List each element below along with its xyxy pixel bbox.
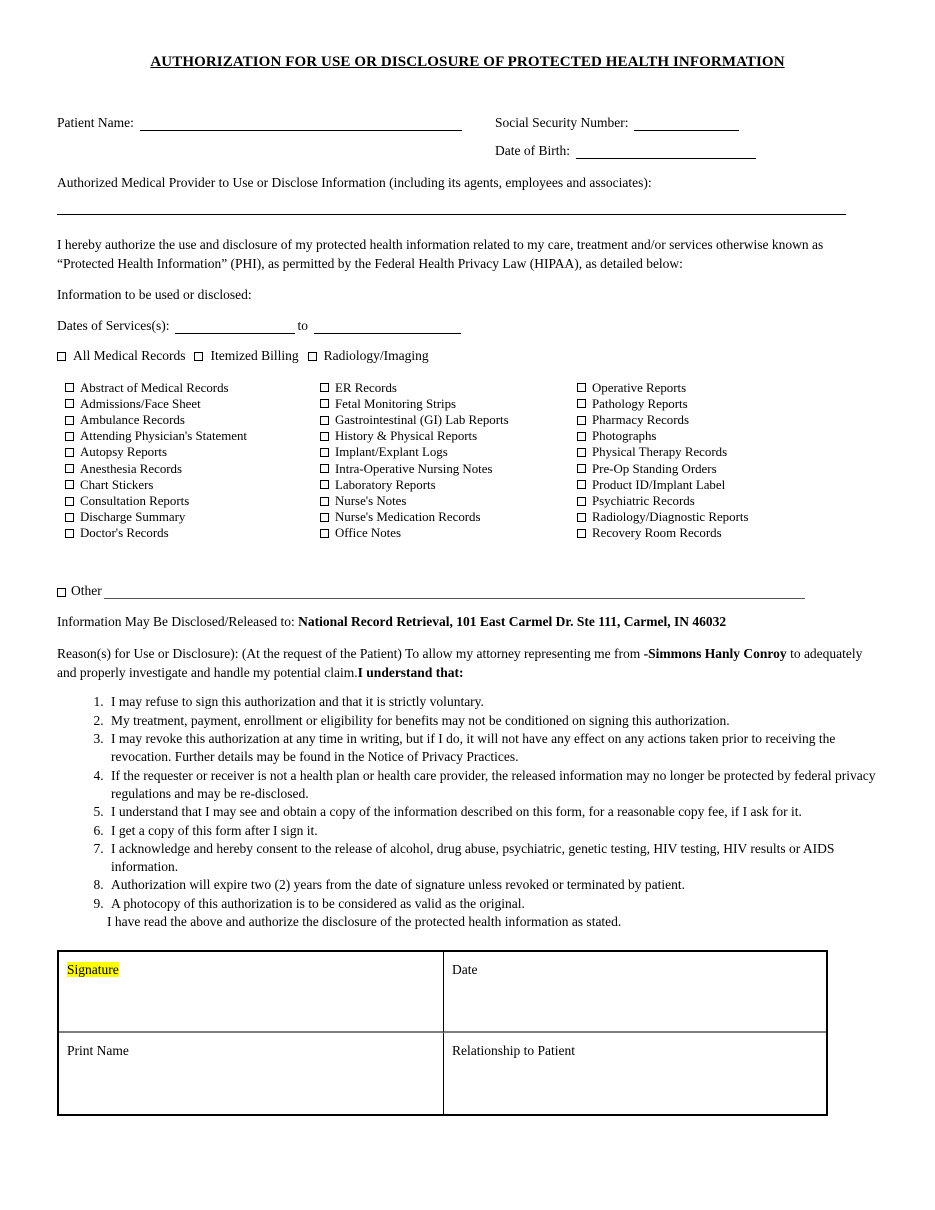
ssn-field[interactable] — [634, 117, 739, 131]
checkbox-icon[interactable] — [65, 480, 74, 489]
checkbox-label: Photographs — [592, 429, 657, 444]
dates-to-field[interactable] — [314, 320, 461, 334]
i-understand-label: I understand that: — [357, 665, 464, 681]
term-text: My treatment, payment, enrollment or eligibility for benefits may not be conditioned on signing this authorization. — [111, 712, 730, 728]
patient-ssn-row — [57, 115, 878, 131]
other-checkbox-icon[interactable] — [57, 588, 66, 597]
checkbox-label: Consultation Reports — [80, 493, 190, 508]
term-text: I understand that I may see and obtain a copy of the information described on this form, for a reasonable copy fee, if I ask for it. — [111, 804, 802, 820]
checkbox-icon[interactable] — [320, 480, 329, 489]
intro-paragraph: I hereby authorize the use and disclosure of my protected health information related to my care, treatment and/or services otherwise known as “Protected Health Information” (PHI), as permitted by the Federal Health Privacy Law (HIPAA), as detailed below: — [57, 237, 824, 272]
record-checkbox-item — [65, 380, 320, 396]
record-checkbox-item — [65, 461, 320, 477]
record-checkbox-item — [320, 428, 577, 444]
checkbox-label: Laboratory Reports — [335, 477, 436, 492]
checkbox-label: Intra-Operative Nursing Notes — [335, 461, 493, 476]
record-checkbox-item — [65, 444, 320, 460]
checkbox-icon[interactable] — [320, 399, 329, 408]
date-cell[interactable] — [444, 952, 826, 1033]
record-checkbox-item — [65, 509, 320, 525]
quick-checkbox-item — [194, 348, 298, 364]
term-text: A photocopy of this authorization is to be considered as valid as the original. — [111, 895, 525, 911]
checkbox-icon[interactable] — [194, 352, 203, 361]
checkbox-label: Autopsy Reports — [80, 445, 168, 460]
checkbox-icon[interactable] — [65, 464, 74, 473]
record-checkbox-item — [577, 412, 877, 428]
checkbox-label: Attending Physician's Statement — [80, 429, 248, 444]
checkbox-label: Pathology Reports — [592, 396, 688, 411]
checkbox-label: Anesthesia Records — [80, 461, 183, 476]
term-item — [107, 767, 879, 804]
record-checkbox-item — [65, 477, 320, 493]
checkbox-icon[interactable] — [577, 480, 586, 489]
provider-field[interactable] — [57, 214, 846, 215]
record-checkbox-item — [65, 412, 320, 428]
checkbox-icon[interactable] — [577, 497, 586, 506]
checkbox-icon[interactable] — [65, 497, 74, 506]
form-title: AUTHORIZATION FOR USE OR DISCLOSURE OF PROTECTED HEALTH INFORMATION — [150, 54, 785, 70]
checkbox-label: Radiology/Diagnostic Reports — [592, 510, 749, 525]
checkbox-icon[interactable] — [577, 416, 586, 425]
other-label: Other — [71, 583, 102, 599]
checkbox-icon[interactable] — [577, 513, 586, 522]
checkbox-label: Psychiatric Records — [592, 493, 695, 508]
record-checkbox-item — [320, 444, 577, 460]
signature-cell[interactable] — [59, 952, 444, 1033]
checkbox-label: Operative Reports — [592, 380, 687, 395]
checkbox-icon[interactable] — [320, 464, 329, 473]
record-column-1 — [65, 380, 320, 542]
term-text: I may refuse to sign this authorization and that it is strictly voluntary. — [111, 694, 484, 710]
disclosed-to-line — [57, 614, 878, 630]
record-checkbox-item — [320, 477, 577, 493]
checkbox-label: Abstract of Medical Records — [80, 380, 229, 395]
term-text: Authorization will expire two (2) years from the date of signature unless revoked or terminated by patient. — [111, 877, 685, 893]
record-checkbox-item — [320, 461, 577, 477]
term-item — [107, 840, 879, 877]
ssn-label: Social Security Number: — [495, 115, 629, 130]
checkbox-label: Recovery Room Records — [592, 526, 722, 541]
record-checkbox-item — [320, 380, 577, 396]
closing-statement: I have read the above and authorize the disclosure of the protected health information as stated. — [107, 914, 622, 930]
other-field[interactable] — [104, 587, 805, 599]
signature-table — [57, 950, 828, 1116]
record-checkbox-item — [577, 444, 877, 460]
checkbox-label: All Medical Records — [73, 347, 186, 363]
checkbox-label: History & Physical Reports — [335, 429, 478, 444]
checkbox-label: Physical Therapy Records — [592, 445, 728, 460]
checkbox-label: Discharge Summary — [80, 510, 186, 525]
relationship-label: Relationship to Patient — [452, 1043, 575, 1059]
dob-label: Date of Birth: — [495, 143, 570, 158]
checkbox-label: Ambulance Records — [80, 412, 185, 427]
term-text: I may revoke this authorization at any time in writing, but if I do, it will not have any effect on any actions taken prior to receiving the revocation. Further details may be found in the Notice of Privacy Practices. — [111, 731, 836, 765]
checkbox-icon[interactable] — [308, 352, 317, 361]
checkbox-icon[interactable] — [320, 416, 329, 425]
record-checkbox-item — [577, 477, 877, 493]
checkbox-label: Product ID/Implant Label — [592, 477, 726, 492]
checkbox-label: Chart Stickers — [80, 477, 154, 492]
record-checkbox-item — [320, 396, 577, 412]
checkbox-icon[interactable] — [65, 383, 74, 392]
term-item — [107, 712, 879, 730]
record-checkbox-item — [65, 525, 320, 541]
quick-checkbox-item — [308, 348, 429, 364]
date-label: Date — [452, 962, 478, 978]
record-checkbox-item — [577, 461, 877, 477]
checkbox-label: Implant/Explant Logs — [335, 445, 448, 460]
disclosed-to-value: National Record Retrieval, 101 East Carmel Dr. Ste 111, Carmel, IN 46032 — [298, 614, 727, 630]
checkbox-icon[interactable] — [65, 448, 74, 457]
checkbox-label: Gastrointestinal (GI) Lab Reports — [335, 412, 509, 427]
record-checkbox-item — [65, 428, 320, 444]
print-name-label: Print Name — [67, 1043, 129, 1059]
checkbox-icon[interactable] — [577, 432, 586, 441]
disclosed-to-label: Information May Be Disclosed/Released to: — [57, 614, 295, 630]
term-item — [107, 693, 879, 711]
term-item — [107, 803, 879, 821]
signature-label: Signature — [67, 962, 119, 978]
checkbox-icon[interactable] — [577, 383, 586, 392]
term-text: If the requester or receiver is not a health plan or health care provider, the released information may no longer be protected by federal privacy regulations and may be re-disclosed. — [111, 767, 876, 801]
record-checkbox-item — [577, 380, 877, 396]
checkbox-icon[interactable] — [320, 448, 329, 457]
reason-text: Reason(s) for Use or Disclosure): (At the request of the Patient) To allow my attorney representing me from — [57, 646, 644, 662]
checkbox-label: ER Records — [335, 380, 397, 395]
checkbox-label: Doctor's Records — [80, 526, 169, 541]
checkbox-icon[interactable] — [577, 399, 586, 408]
patient-name-label: Patient Name: — [57, 115, 134, 130]
record-checkbox-item — [320, 493, 577, 509]
checkbox-icon[interactable] — [65, 513, 74, 522]
other-row — [57, 583, 805, 599]
checkbox-icon[interactable] — [65, 399, 74, 408]
terms-list — [57, 693, 879, 913]
record-checkbox-item — [65, 493, 320, 509]
record-checkbox-item — [577, 509, 877, 525]
dob-row — [57, 143, 878, 159]
term-text: I get a copy of this form after I sign it. — [111, 822, 318, 838]
checkbox-icon[interactable] — [320, 513, 329, 522]
record-checkbox-item — [320, 412, 577, 428]
record-checkbox-item — [320, 525, 577, 541]
relationship-cell[interactable] — [444, 1033, 826, 1114]
checkbox-label: Pre-Op Standing Orders — [592, 461, 717, 476]
checkbox-icon[interactable] — [65, 432, 74, 441]
term-item — [107, 895, 879, 913]
checkbox-icon[interactable] — [65, 529, 74, 538]
checkbox-label: Radiology/Imaging — [323, 347, 429, 363]
dob-field[interactable] — [576, 145, 756, 159]
checkbox-icon[interactable] — [320, 497, 329, 506]
checkbox-icon[interactable] — [320, 383, 329, 392]
checkbox-label: Admissions/Face Sheet — [80, 396, 201, 411]
print-name-cell[interactable] — [59, 1033, 444, 1114]
term-text: I acknowledge and hereby consent to the release of alcohol, drug abuse, psychiatric, genetic testing, HIV testing, HIV results or AIDS information. — [111, 840, 835, 875]
checkbox-icon[interactable] — [57, 352, 66, 361]
term-item — [107, 730, 879, 767]
patient-name-field[interactable] — [140, 117, 462, 131]
checkbox-icon[interactable] — [320, 529, 329, 538]
checkbox-icon[interactable] — [577, 448, 586, 457]
quick-checkbox-item — [57, 348, 185, 364]
dates-from-field[interactable] — [175, 320, 295, 334]
dates-connector: to — [297, 317, 308, 333]
record-column-2 — [320, 380, 577, 542]
law-firm-name: -Simmons Hanly Conroy — [643, 646, 787, 662]
checkbox-icon[interactable] — [577, 464, 586, 473]
provider-label: Authorized Medical Provider to Use or Disclose Information (including its agents, employees and associates): — [57, 175, 652, 190]
record-checkbox-item — [577, 428, 877, 444]
record-checkbox-item — [320, 509, 577, 525]
checkbox-label: Fetal Monitoring Strips — [335, 396, 457, 411]
record-checkbox-item — [577, 525, 877, 541]
checkbox-icon[interactable] — [320, 432, 329, 441]
record-checkbox-item — [65, 396, 320, 412]
term-item — [107, 822, 879, 840]
checkbox-icon[interactable] — [577, 529, 586, 538]
record-checkbox-item — [577, 493, 877, 509]
checkbox-label: Office Notes — [335, 526, 401, 541]
record-column-3 — [577, 380, 877, 542]
checkbox-label: Nurse's Medication Records — [335, 510, 481, 525]
term-item — [107, 876, 879, 894]
reason-paragraph — [57, 644, 879, 682]
record-type-grid — [57, 380, 878, 542]
quick-checkbox-row — [57, 348, 878, 364]
record-checkbox-item — [577, 396, 877, 412]
checkbox-label: Nurse's Notes — [335, 493, 407, 508]
reason-text-2: to adequately and properly investigate and handle my potential claim. — [57, 646, 863, 681]
info-heading: Information to be used or disclosed: — [57, 286, 252, 302]
checkbox-label: Itemized Billing — [210, 347, 299, 363]
dates-label: Dates of Services(s): — [57, 317, 170, 333]
dates-of-service-row — [57, 318, 878, 334]
checkbox-icon[interactable] — [65, 416, 74, 425]
checkbox-label: Pharmacy Records — [592, 412, 690, 427]
